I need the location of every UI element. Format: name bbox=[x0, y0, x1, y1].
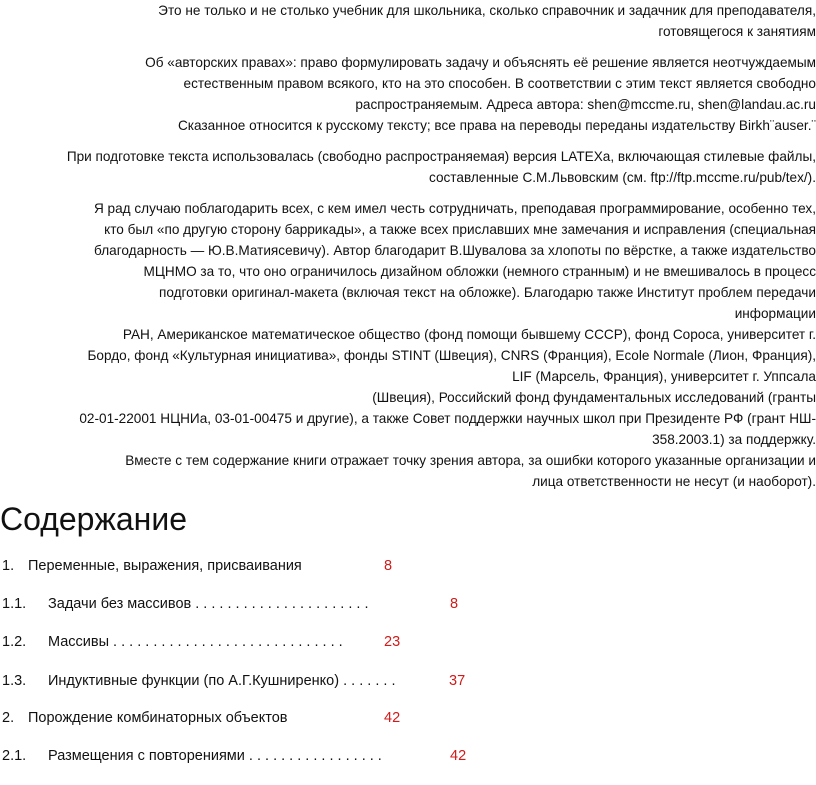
text-line: 358.2003.1) за поддержку. bbox=[652, 432, 816, 447]
toc-entry-page[interactable]: 8 bbox=[384, 558, 393, 574]
intro-paragraph bbox=[0, 146, 816, 188]
intro-paragraph bbox=[0, 324, 816, 492]
toc-entry-number: 2.1. bbox=[2, 748, 27, 764]
text-line: благодарность — Ю.В.Матиясевичу). Автор благодарит В.Шувалова за хлопоты по вёрстке, а также издательство bbox=[94, 243, 816, 258]
toc-entry-page[interactable]: 23 bbox=[384, 634, 401, 650]
text-line: естественным правом всякого, кто на это способен. В соответствии с этим текст является свободно bbox=[183, 76, 816, 91]
text-line: Я рад случаю поблагодарить всех, с кем имел честь сотрудничать, преподавая программирование, особенно тех, bbox=[93, 201, 816, 216]
toc-entry-title: Переменные, выражения, присваивания bbox=[28, 558, 302, 574]
text-line: составленные С.М.Львовским (см. ftp://ftp.mccme.ru/pub/tex/). bbox=[429, 170, 816, 185]
toc-entry-title: Задачи без массивов . . . . . . . . . . . . . . . . . . . . . . bbox=[48, 596, 369, 612]
toc-entry-page[interactable]: 42 bbox=[450, 748, 467, 764]
text-line: информации bbox=[734, 306, 816, 321]
toc-entry-number: 1. bbox=[2, 558, 15, 574]
text-line: 02-01-22001 НЦНИа, 03-01-00475 и другие), а также Совет поддержки научных школ при Президенте РФ (грант НШ- bbox=[79, 411, 816, 426]
text-line: Об «авторских правах»: право формулировать задачу и объяснять её решение является неотчуждаемым bbox=[145, 55, 816, 70]
text-line: РАН, Американское математическое общество (фонд помощи бывшему СССР), фонд Сороса, университет г. bbox=[122, 327, 816, 342]
text-line: Сказанное относится к русскому тексту; все права на переводы переданы издательству Birkh¨auser.¨ bbox=[177, 118, 816, 133]
text-line: распространяемым. Адреса автора: shen@mccme.ru, shen@landau.ac.ru bbox=[355, 97, 816, 112]
text-line: Бордо, фонд «Культурная инициатива», фонды STINT (Швеция), CNRS (Франция), Ecole Normale (Лион, Франция), bbox=[87, 348, 816, 363]
toc-entry-page[interactable]: 37 bbox=[449, 673, 466, 689]
toc-entry-page[interactable]: 8 bbox=[450, 596, 459, 612]
toc-heading: Содержание bbox=[0, 501, 188, 537]
text-line: Вместе с тем содержание книги отражает точку зрения автора, за ошибки которого указанные организации и bbox=[125, 453, 816, 468]
text-line: подготовки оригинал-макета (включая текст на обложке). Благодарю также Институт проблем передачи bbox=[158, 285, 816, 300]
toc-entry-title: Индуктивные функции (по А.Г.Кушниренко) . . . . . . . bbox=[48, 673, 396, 689]
toc-entry-page[interactable]: 42 bbox=[384, 710, 401, 726]
intro-paragraph bbox=[0, 198, 816, 324]
text-line: лица ответственности не несут (и наоборот). bbox=[532, 474, 816, 489]
toc-entry-title: Порождение комбинаторных объектов bbox=[28, 710, 288, 726]
toc-entry-title: Размещения с повторениями . . . . . . . . . . . . . . . . . bbox=[48, 748, 382, 764]
text-line: (Швеция), Российский фонд фундаментальных исследований (гранты bbox=[372, 390, 816, 405]
text-line: Это не только и не столько учебник для школьника, сколько справочник и задачник для преподавателя, bbox=[158, 3, 816, 18]
text-line: готовящегося к занятиям bbox=[658, 24, 816, 39]
text-line: МЦНМО за то, что оно ограничилось дизайном обложки (немного странным) и не вмешивалось в процесс bbox=[143, 264, 816, 279]
text-line: При подготовке текста использовалась (свободно распространяемая) версия LATEXа, включающая стилевые файлы, bbox=[66, 149, 816, 164]
text-line: LIF (Марсель, Франция), университет г. Уппсала bbox=[512, 369, 816, 384]
text-line: кто был «по другую сторону баррикады», а также всех приславших мне замечания и исправления (специальная bbox=[104, 222, 816, 237]
toc-entry-title: Массивы . . . . . . . . . . . . . . . . . . . . . . . . . . . . . bbox=[48, 634, 343, 650]
toc-entry-number: 1.3. bbox=[2, 673, 27, 689]
toc-entry-number: 1.2. bbox=[2, 634, 27, 650]
intro-paragraph bbox=[0, 0, 816, 42]
toc-entry-number: 2. bbox=[2, 710, 15, 726]
intro-paragraph bbox=[0, 52, 816, 136]
toc-entry-number: 1.1. bbox=[2, 596, 27, 612]
